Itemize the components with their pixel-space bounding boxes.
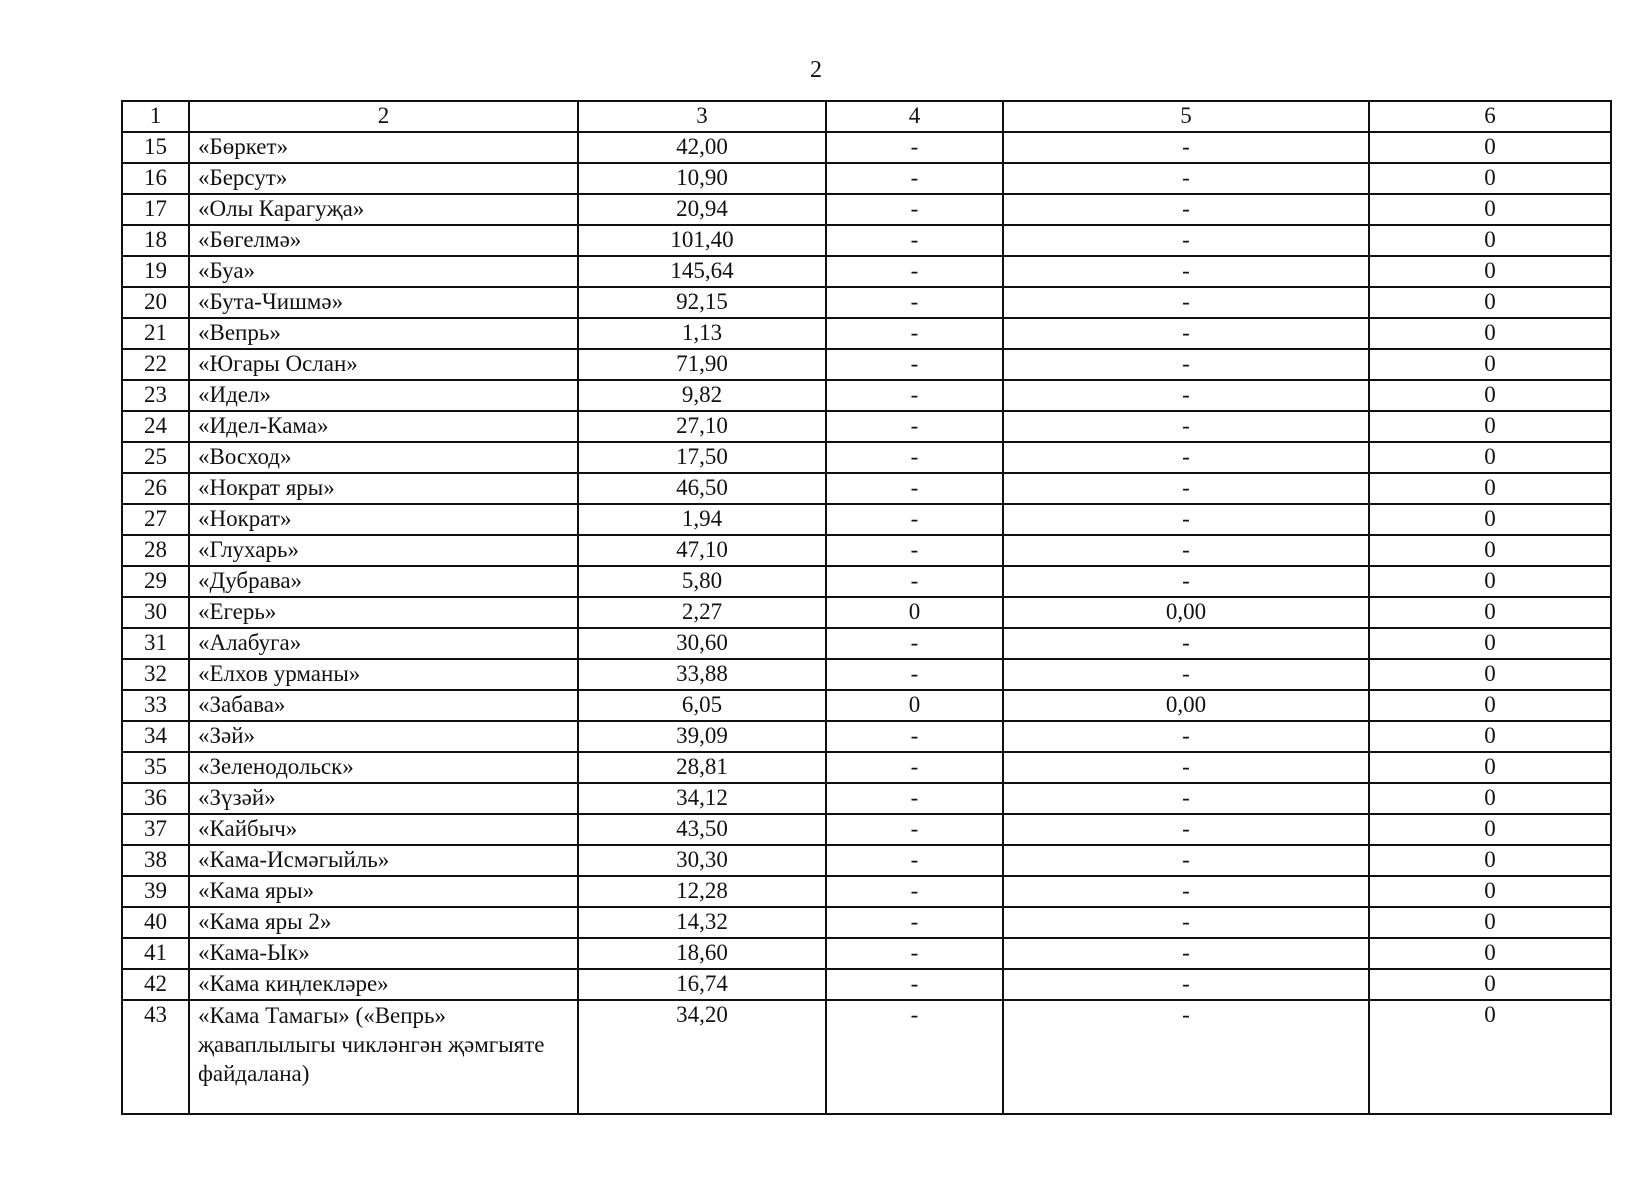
col6-cell: 0 bbox=[1369, 659, 1611, 690]
area-cell: 18,60 bbox=[578, 938, 826, 969]
header-cell: 3 bbox=[578, 101, 826, 132]
col5-cell: - bbox=[1003, 442, 1369, 473]
name-cell: «Бөркет» bbox=[189, 132, 578, 163]
table-row bbox=[122, 752, 1611, 783]
col5-cell: - bbox=[1003, 194, 1369, 225]
row-number-cell: 43 bbox=[122, 1000, 189, 1114]
col6-cell: 0 bbox=[1369, 349, 1611, 380]
name-cell: «Бөгелмә» bbox=[189, 225, 578, 256]
col5-cell: - bbox=[1003, 783, 1369, 814]
row-number-cell: 17 bbox=[122, 194, 189, 225]
page-number: 2 bbox=[810, 57, 822, 83]
area-cell: 33,88 bbox=[578, 659, 826, 690]
area-cell: 9,82 bbox=[578, 380, 826, 411]
col5-cell: - bbox=[1003, 721, 1369, 752]
col5-cell: - bbox=[1003, 132, 1369, 163]
col6-cell: 0 bbox=[1369, 628, 1611, 659]
header-cell: 5 bbox=[1003, 101, 1369, 132]
name-cell: «Кама яры» bbox=[189, 876, 578, 907]
col5-cell: - bbox=[1003, 349, 1369, 380]
col4-cell: 0 bbox=[826, 690, 1003, 721]
col6-cell: 0 bbox=[1369, 566, 1611, 597]
name-cell: «Кама киңлекләре» bbox=[189, 969, 578, 1000]
col6-cell: 0 bbox=[1369, 907, 1611, 938]
row-number-cell: 16 bbox=[122, 163, 189, 194]
table-row bbox=[122, 876, 1611, 907]
col4-cell: - bbox=[826, 194, 1003, 225]
table-row bbox=[122, 721, 1611, 752]
col4-cell: - bbox=[826, 876, 1003, 907]
area-cell: 12,28 bbox=[578, 876, 826, 907]
row-number-cell: 32 bbox=[122, 659, 189, 690]
area-cell: 17,50 bbox=[578, 442, 826, 473]
name-cell: «Восход» bbox=[189, 442, 578, 473]
row-number-cell: 22 bbox=[122, 349, 189, 380]
table-row bbox=[122, 628, 1611, 659]
area-cell: 30,30 bbox=[578, 845, 826, 876]
col5-cell: - bbox=[1003, 411, 1369, 442]
header-cell: 2 bbox=[189, 101, 578, 132]
row-number-cell: 35 bbox=[122, 752, 189, 783]
col4-cell: - bbox=[826, 349, 1003, 380]
table-row bbox=[122, 969, 1611, 1000]
col5-cell: - bbox=[1003, 907, 1369, 938]
col5-cell: - bbox=[1003, 256, 1369, 287]
col6-cell: 0 bbox=[1369, 721, 1611, 752]
name-cell: «Егерь» bbox=[189, 597, 578, 628]
col4-cell: - bbox=[826, 814, 1003, 845]
col4-cell: - bbox=[826, 442, 1003, 473]
area-cell: 39,09 bbox=[578, 721, 826, 752]
col4-cell: 0 bbox=[826, 597, 1003, 628]
col5-cell: - bbox=[1003, 225, 1369, 256]
table-row bbox=[122, 1000, 1611, 1114]
table-row bbox=[122, 349, 1611, 380]
col5-cell: - bbox=[1003, 504, 1369, 535]
col4-cell: - bbox=[826, 287, 1003, 318]
table-row bbox=[122, 411, 1611, 442]
table-row bbox=[122, 659, 1611, 690]
col6-cell: 0 bbox=[1369, 597, 1611, 628]
col6-cell: 0 bbox=[1369, 442, 1611, 473]
row-number-cell: 28 bbox=[122, 535, 189, 566]
col4-cell: - bbox=[826, 752, 1003, 783]
area-cell: 43,50 bbox=[578, 814, 826, 845]
row-number-cell: 31 bbox=[122, 628, 189, 659]
name-cell: «Забава» bbox=[189, 690, 578, 721]
table-row bbox=[122, 225, 1611, 256]
col5-cell: - bbox=[1003, 628, 1369, 659]
table-row bbox=[122, 690, 1611, 721]
header-cell: 6 bbox=[1369, 101, 1611, 132]
area-cell: 2,27 bbox=[578, 597, 826, 628]
col6-cell: 0 bbox=[1369, 969, 1611, 1000]
col6-cell: 0 bbox=[1369, 783, 1611, 814]
area-cell: 1,94 bbox=[578, 504, 826, 535]
col6-cell: 0 bbox=[1369, 411, 1611, 442]
name-cell: «Югары Ослан» bbox=[189, 349, 578, 380]
col5-cell: - bbox=[1003, 1000, 1369, 1114]
area-cell: 34,12 bbox=[578, 783, 826, 814]
name-cell: «Елхов урманы» bbox=[189, 659, 578, 690]
col6-cell: 0 bbox=[1369, 194, 1611, 225]
table-row bbox=[122, 504, 1611, 535]
row-number-cell: 23 bbox=[122, 380, 189, 411]
row-number-cell: 27 bbox=[122, 504, 189, 535]
name-cell: «Дубрава» bbox=[189, 566, 578, 597]
name-cell: «Нократ» bbox=[189, 504, 578, 535]
area-cell: 101,40 bbox=[578, 225, 826, 256]
col4-cell: - bbox=[826, 845, 1003, 876]
name-cell: «Вепрь» bbox=[189, 318, 578, 349]
col6-cell: 0 bbox=[1369, 845, 1611, 876]
row-number-cell: 15 bbox=[122, 132, 189, 163]
name-cell: «Глухарь» bbox=[189, 535, 578, 566]
col6-cell: 0 bbox=[1369, 318, 1611, 349]
col4-cell: - bbox=[826, 225, 1003, 256]
row-number-cell: 34 bbox=[122, 721, 189, 752]
table-row bbox=[122, 132, 1611, 163]
area-cell: 145,64 bbox=[578, 256, 826, 287]
header-cell: 4 bbox=[826, 101, 1003, 132]
area-cell: 46,50 bbox=[578, 473, 826, 504]
col5-cell: - bbox=[1003, 876, 1369, 907]
name-cell: «Бута-Чишмә» bbox=[189, 287, 578, 318]
col4-cell: - bbox=[826, 132, 1003, 163]
col4-cell: - bbox=[826, 969, 1003, 1000]
table-row bbox=[122, 938, 1611, 969]
name-cell: «Идел-Кама» bbox=[189, 411, 578, 442]
row-number-cell: 21 bbox=[122, 318, 189, 349]
row-number-cell: 18 bbox=[122, 225, 189, 256]
col5-cell: - bbox=[1003, 318, 1369, 349]
area-cell: 1,13 bbox=[578, 318, 826, 349]
row-number-cell: 42 bbox=[122, 969, 189, 1000]
area-cell: 5,80 bbox=[578, 566, 826, 597]
col6-cell: 0 bbox=[1369, 225, 1611, 256]
col5-cell: - bbox=[1003, 938, 1369, 969]
col4-cell: - bbox=[826, 1000, 1003, 1114]
area-cell: 47,10 bbox=[578, 535, 826, 566]
area-cell: 16,74 bbox=[578, 969, 826, 1000]
row-number-cell: 19 bbox=[122, 256, 189, 287]
name-cell: «Кама-Ык» bbox=[189, 938, 578, 969]
col6-cell: 0 bbox=[1369, 504, 1611, 535]
col6-cell: 0 bbox=[1369, 1000, 1611, 1114]
col4-cell: - bbox=[826, 783, 1003, 814]
table-row bbox=[122, 163, 1611, 194]
table-row bbox=[122, 194, 1611, 225]
col5-cell: - bbox=[1003, 659, 1369, 690]
area-cell: 28,81 bbox=[578, 752, 826, 783]
row-number-cell: 30 bbox=[122, 597, 189, 628]
area-cell: 14,32 bbox=[578, 907, 826, 938]
row-number-cell: 39 bbox=[122, 876, 189, 907]
col6-cell: 0 bbox=[1369, 163, 1611, 194]
row-number-cell: 38 bbox=[122, 845, 189, 876]
col5-cell: 0,00 bbox=[1003, 690, 1369, 721]
table-row bbox=[122, 566, 1611, 597]
table-header-row bbox=[122, 101, 1611, 132]
col6-cell: 0 bbox=[1369, 132, 1611, 163]
table-row bbox=[122, 783, 1611, 814]
name-cell: «Нократ яры» bbox=[189, 473, 578, 504]
col5-cell: - bbox=[1003, 535, 1369, 566]
table-row bbox=[122, 380, 1611, 411]
table-row bbox=[122, 287, 1611, 318]
header-cell: 1 bbox=[122, 101, 189, 132]
col4-cell: - bbox=[826, 163, 1003, 194]
area-cell: 71,90 bbox=[578, 349, 826, 380]
col6-cell: 0 bbox=[1369, 814, 1611, 845]
table-row bbox=[122, 814, 1611, 845]
row-number-cell: 29 bbox=[122, 566, 189, 597]
row-number-cell: 33 bbox=[122, 690, 189, 721]
table-row bbox=[122, 442, 1611, 473]
col5-cell: - bbox=[1003, 752, 1369, 783]
row-number-cell: 26 bbox=[122, 473, 189, 504]
area-cell: 27,10 bbox=[578, 411, 826, 442]
table-row bbox=[122, 845, 1611, 876]
col5-cell: - bbox=[1003, 845, 1369, 876]
col5-cell: - bbox=[1003, 473, 1369, 504]
col4-cell: - bbox=[826, 504, 1003, 535]
area-cell: 20,94 bbox=[578, 194, 826, 225]
row-number-cell: 37 bbox=[122, 814, 189, 845]
name-cell: «Кама яры 2» bbox=[189, 907, 578, 938]
table-row bbox=[122, 473, 1611, 504]
col4-cell: - bbox=[826, 380, 1003, 411]
row-number-cell: 20 bbox=[122, 287, 189, 318]
row-number-cell: 41 bbox=[122, 938, 189, 969]
name-cell: «Кама Тамагы» («Вепрь» җаваплылыгы чикләнгән җәмгыяте файдалана) bbox=[189, 1000, 578, 1114]
name-cell: «Зеленодольск» bbox=[189, 752, 578, 783]
col6-cell: 0 bbox=[1369, 256, 1611, 287]
col5-cell: - bbox=[1003, 814, 1369, 845]
name-cell: «Зүзәй» bbox=[189, 783, 578, 814]
col6-cell: 0 bbox=[1369, 380, 1611, 411]
col5-cell: 0,00 bbox=[1003, 597, 1369, 628]
col6-cell: 0 bbox=[1369, 938, 1611, 969]
col6-cell: 0 bbox=[1369, 690, 1611, 721]
name-cell: «Кайбыч» bbox=[189, 814, 578, 845]
name-cell: «Кама-Исмәгыйль» bbox=[189, 845, 578, 876]
col4-cell: - bbox=[826, 628, 1003, 659]
table-row bbox=[122, 318, 1611, 349]
data-table bbox=[121, 100, 1612, 1115]
row-number-cell: 24 bbox=[122, 411, 189, 442]
col6-cell: 0 bbox=[1369, 473, 1611, 504]
table-row bbox=[122, 535, 1611, 566]
area-cell: 92,15 bbox=[578, 287, 826, 318]
col6-cell: 0 bbox=[1369, 876, 1611, 907]
area-cell: 42,00 bbox=[578, 132, 826, 163]
area-cell: 10,90 bbox=[578, 163, 826, 194]
col4-cell: - bbox=[826, 256, 1003, 287]
name-cell: «Берсут» bbox=[189, 163, 578, 194]
col4-cell: - bbox=[826, 566, 1003, 597]
row-number-cell: 36 bbox=[122, 783, 189, 814]
area-cell: 6,05 bbox=[578, 690, 826, 721]
name-cell: «Идел» bbox=[189, 380, 578, 411]
col6-cell: 0 bbox=[1369, 752, 1611, 783]
name-cell: «Алабуга» bbox=[189, 628, 578, 659]
table-row bbox=[122, 256, 1611, 287]
name-cell: «Зәй» bbox=[189, 721, 578, 752]
row-number-cell: 25 bbox=[122, 442, 189, 473]
col5-cell: - bbox=[1003, 287, 1369, 318]
col6-cell: 0 bbox=[1369, 535, 1611, 566]
col4-cell: - bbox=[826, 473, 1003, 504]
area-cell: 30,60 bbox=[578, 628, 826, 659]
col5-cell: - bbox=[1003, 380, 1369, 411]
name-cell: «Олы Карагуҗа» bbox=[189, 194, 578, 225]
row-number-cell: 40 bbox=[122, 907, 189, 938]
col4-cell: - bbox=[826, 721, 1003, 752]
col6-cell: 0 bbox=[1369, 287, 1611, 318]
col4-cell: - bbox=[826, 411, 1003, 442]
table-row bbox=[122, 907, 1611, 938]
name-cell: «Буа» bbox=[189, 256, 578, 287]
col5-cell: - bbox=[1003, 969, 1369, 1000]
col5-cell: - bbox=[1003, 163, 1369, 194]
table-row bbox=[122, 597, 1611, 628]
col4-cell: - bbox=[826, 907, 1003, 938]
col5-cell: - bbox=[1003, 566, 1369, 597]
col4-cell: - bbox=[826, 318, 1003, 349]
col4-cell: - bbox=[826, 938, 1003, 969]
col4-cell: - bbox=[826, 535, 1003, 566]
col4-cell: - bbox=[826, 659, 1003, 690]
area-cell: 34,20 bbox=[578, 1000, 826, 1114]
